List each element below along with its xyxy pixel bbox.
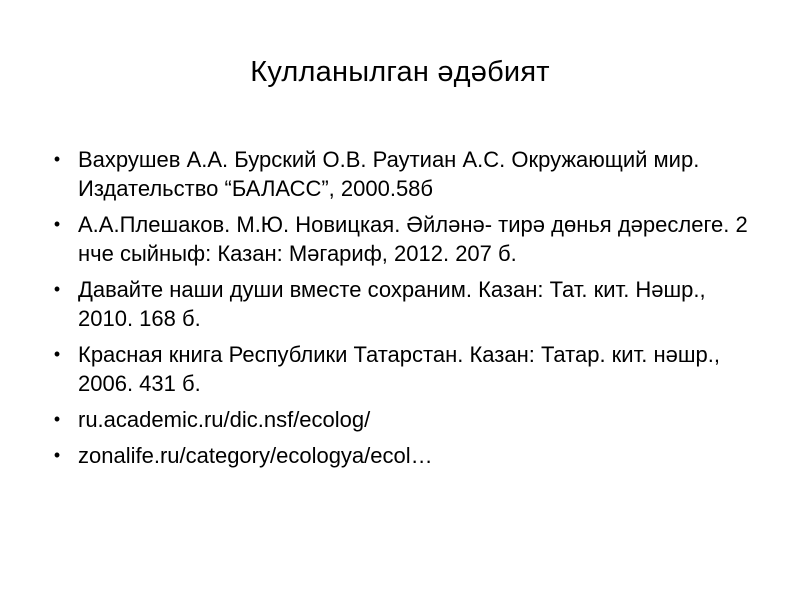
bullet-icon: • — [53, 344, 61, 364]
reference-link-text: ru.academic.ru/dic.nsf/ecolog/ — [78, 407, 371, 432]
bullet-icon: • — [53, 445, 61, 465]
reference-item — [50, 210, 755, 268]
references-list — [50, 145, 755, 477]
reference-item — [50, 145, 755, 203]
reference-link-text: zonalife.ru/category/ecologya/ecol… — [78, 443, 433, 468]
bullet-icon: • — [53, 149, 61, 169]
bullet-icon: • — [53, 279, 61, 299]
bullet-icon: • — [53, 409, 61, 429]
bullet-icon: • — [53, 214, 61, 234]
reference-text: А.А.Плешаков. М.Ю. Новицкая. Әйләнә- тирә дөнья дәреслеге. 2 нче сыйныф: Казан: Мәгариф, 2012. 207 б. — [78, 212, 748, 266]
reference-link-item — [50, 405, 755, 434]
reference-text: Вахрушев А.А. Бурский О.В. Раутиан А.С. Окружающий мир. Издательство “БАЛАСС”, 2000.58б — [78, 147, 700, 201]
reference-item — [50, 275, 755, 333]
slide-title: Кулланылган әдәбият — [250, 56, 550, 88]
reference-text: Красная книга Республики Татарстан. Казан: Татар. кит. нәшр., 2006. 431 б. — [78, 342, 720, 396]
reference-text: Давайте наши души вместе сохраним. Казан: Тат. кит. Нәшр., 2010. 168 б. — [78, 277, 706, 331]
reference-item — [50, 340, 755, 398]
reference-link-item — [50, 441, 755, 470]
